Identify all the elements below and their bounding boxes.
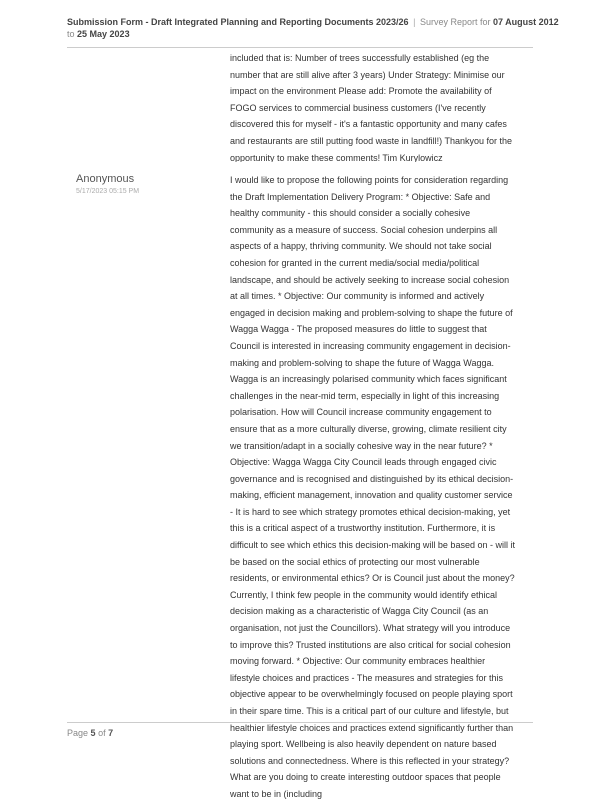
page-total: 7 (108, 728, 114, 738)
report-label: Survey Report for (419, 17, 491, 27)
header-divider (67, 47, 533, 48)
response-divider (67, 162, 533, 163)
response-text-continued: included that is: Number of trees successfully established (eg the number that are still alive after 3 years) Under Strategy: Minimise our impact on the environment Please add: Promote the availability of FOGO services to commercial business customers (I've recently discovered this for myself - it's a fantastic opportunity and many cafes and restaurants are still putting food waste in landfill!) Thankyou for the opportunity to make these comments! Tim Kurylowicz (230, 53, 512, 163)
page-footer (67, 728, 113, 738)
to-label: to (67, 29, 75, 39)
page-label: Page (67, 728, 89, 738)
date-to: 25 May 2023 (77, 29, 130, 39)
response-timestamp: 5/17/2023 05:15 PM (76, 188, 140, 195)
form-title: Submission Form - Draft Integrated Planning and Reporting Documents 2023/26 (67, 17, 409, 27)
respondent-info (76, 173, 139, 198)
header-separator: | (413, 17, 416, 27)
response-text: I would like to propose the following points for consideration regarding the Draft Implementation Delivery Program: * Objective: Safe and healthy community - this should consider a socially cohesive community as a measure of success. Social cohesion underpins all aspects of a happy, thriving community. We should not take social cohesion for granted in the current media/social media/political landscape, and should be actively seeking to increase social cohesion at all times. * Objective: Our community is informed and actively engaged in decision making and problem-solving to shape the future of Wagga Wagga - The proposed measures do little to suggest that Council is interested in increasing community engagement in decision-making and problem-solving to shape the future of Wagga Wagga. Wagga is an increasingly polarised community which faces significant challenges in the near-mid term, especially in light of this increasing polarisation. How will Council increase community engagement to ensure that as a more culturally diverse, growing, climate resilient city we transition/adapt in a socially cohesive way in the near future? * Objective: Wagga Wagga City Council leads through engaged civic governance and is recognised and distinguished by its ethical decision-making, efficient management, innovation and quality customer service - It is hard to see which strategy promotes ethical decision-making, yet this is a critical aspect of a trustworthy institution. Furthermore, it is difficult to see which ethics this decision-making will be based on - will it be based on the social ethics of protecting our most vulnerable residents, or environmental ethics? Or is Council just about the money? Currently, I think few people in the community would identify ethical decision making as a characteristic of Wagga City Council (as an organisation, not just the Councillors). What strategy will you introduce to improve this? Trusted institutions are also critical for social cohesion moving forward. * Objective: Our community embraces healthier lifestyle choices and practices - The measures and strategies for this objective appear to be overwhelmingly focused on people playing sport in their spare time. This is a critical part of our culture and lifestyle, but healthier lifestyle choices and practices extend significantly further than playing sport. Wellbeing is also heavily dependent on nature based solutions and connectedness. Where is this reflected in your strategy? What are you doing to create interesting outdoor spaces that people want to be in (including (230, 175, 515, 799)
report-header (67, 16, 567, 40)
footer-divider (67, 722, 533, 723)
date-from: 07 August 2012 (492, 17, 559, 27)
respondent-name: Anonymous (76, 173, 135, 185)
of-label: of (98, 728, 106, 738)
page-current: 5 (90, 728, 96, 738)
